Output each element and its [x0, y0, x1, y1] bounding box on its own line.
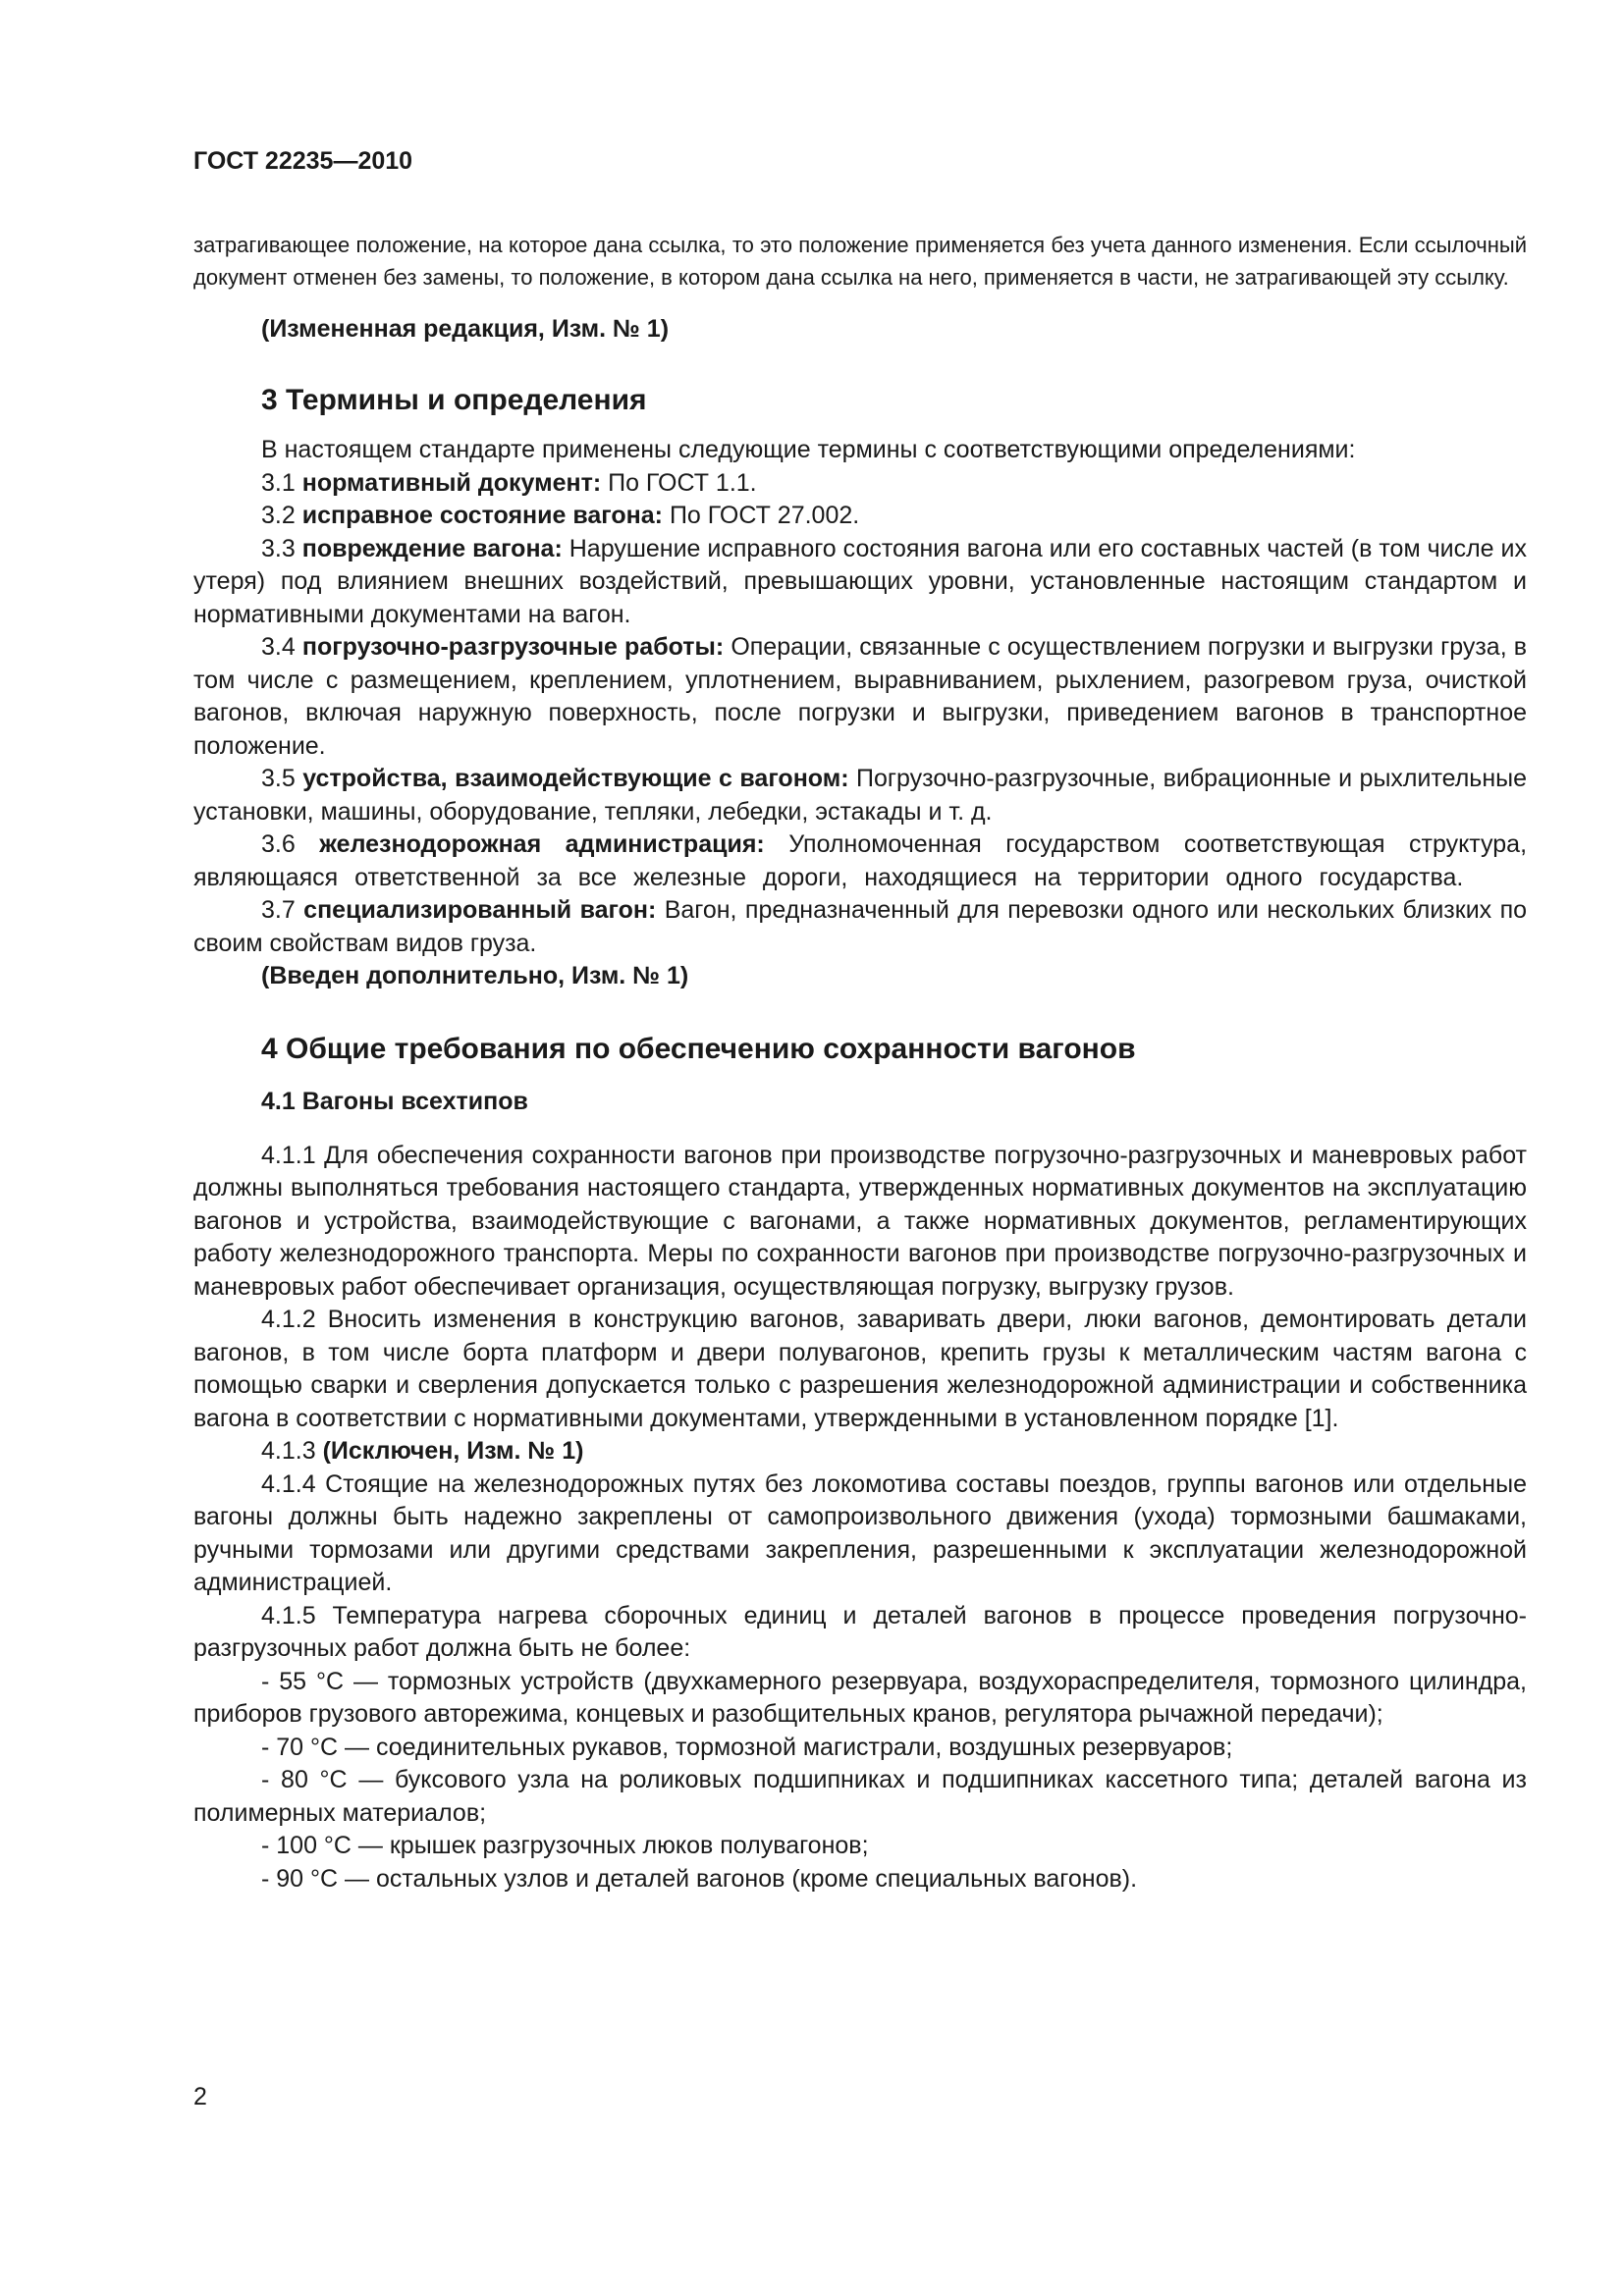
temperature-list-item: - 80 °С — буксового узла на роликовых подшипниках и подшипниках кассетного типа; деталей вагона из полимерных материалов; [193, 1766, 1527, 1827]
temperature-list-item: - 90 °С — остальных узлов и деталей вагонов (кроме специальных вагонов). [261, 1864, 1138, 1893]
section-4-title: 4 Общие требования по обеспечению сохранности вагонов [261, 1032, 1136, 1065]
section-3-title: 3 Термины и определения [261, 384, 647, 416]
paragraph-4-1-3: 4.1.3 (Исключен, Изм. № 1) [261, 1437, 584, 1465]
term-3-6: 3.6 железнодорожная администрация: Уполномоченная государством соответствующая структура, являющаяся ответственной за все железные дороги, находящиеся на территории одного государства. [193, 830, 1528, 891]
paragraph-4-1-5: 4.1.5 Температура нагрева сборочных единиц и деталей вагонов в процессе проведения погрузочно-разгрузочных работ должна быть не более: [193, 1601, 1527, 1662]
term-3-3: 3.3 повреждение вагона: Нарушение исправного состояния вагона или его составных частей (в том числе их утеря) под влиянием внешних воздействий, превышающих уровни, установленные настоящим стандартом и нормативными документами на вагон. [193, 534, 1527, 628]
term-3-7: 3.7 специализированный вагон: Вагон, предназначенный для перевозки одного или нескольких близких по своим свойствам видов груза. [193, 896, 1528, 957]
intro-amendment-note: (Измененная редакция, Изм. № 1) [261, 314, 670, 343]
paragraph-4-1-2: 4.1.2 Вносить изменения в конструкцию вагонов, заваривать двери, люки вагонов, демонтировать детали вагонов, в том числе борта платформ и двери полувагонов, крепить грузы к металлическим частям вагона с помощью сварки и сверления допускается только с разрешения железнодорожной администрации и собственника вагона в соответствии с нормативными документами, утвержденными в установленном порядке [1]. [193, 1306, 1527, 1432]
term-3-2: 3.2 исправное состояние вагона: По ГОСТ 27.002. [261, 502, 860, 529]
term-3-4: 3.4 погрузочно-разгрузочные работы: Операции, связанные с осуществлением погрузки и выгрузки груза, в том числе с размещением, креплением, уплотнением, выравниванием, рыхлением, разогревом груза, очисткой вагонов, включая наружную поверхность, после погрузки и выгрузки, приведением вагонов в транспортное положение. [193, 633, 1528, 760]
paragraph-4-1-1: 4.1.1 Для обеспечения сохранности вагонов при производстве погрузочно-разгрузочных и маневровых работ должны выполняться требования настоящего стандарта, утвержденных нормативных документов на эксплуатацию вагонов и устройства, взаимодействующие с вагонами, а также нормативных документов, регламентирующих работу железнодорожного транспорта. Меры по сохранности вагонов при производстве погрузочно-разгрузочных и маневровых работ обеспечивает организация, осуществляющая погрузку, выгрузку грузов. [193, 1141, 1527, 1301]
section-3-amendment-note: (Введен дополнительно, Изм. № 1) [261, 962, 689, 989]
intro-fragment: затрагивающее положение, на которое дана ссылка, то это положение применяется без учета данного изменения. Если ссылочный документ отменен без замены, то положение, в котором дана ссылка на него, применяется в части, не затрагивающей эту ссылку. [193, 232, 1527, 290]
temperature-list-item: - 55 °С — тормозных устройств (двухкамерного резервуара, воздухораспределителя, тормозного цилиндра, приборов грузового авторежима, концевых и разобщительных кранов, регулятора рычажной передачи); [193, 1667, 1527, 1728]
temperature-list-item: - 70 °С — соединительных рукавов, тормозной магистрали, воздушных резервуаров; [261, 1733, 1233, 1761]
document-page [193, 145, 1527, 1896]
term-3-5: 3.5 устройства, взаимодействующие с вагоном: Погрузочно-разгрузочные, вибрационные и рыхлительные установки, машины, оборудование, тепляки, лебедки, эстакады и т. д. [193, 765, 1528, 826]
term-3-1: 3.1 нормативный документ: По ГОСТ 1.1. [261, 468, 757, 497]
temperature-list-item: - 100 °С — крышек разгрузочных люков полувагонов; [261, 1832, 869, 1859]
page-number: 2 [193, 2083, 207, 2110]
section-3-intro: В настоящем стандарте применены следующие термины с соответствующими определениями: [261, 436, 1356, 463]
document-header: ГОСТ 22235—2010 [193, 147, 413, 175]
paragraph-4-1-4: 4.1.4 Стоящие на железнодорожных путях без локомотива составы поездов, группы вагонов или отдельные вагоны должны быть надежно закреплены от самопроизвольного движения (ухода) тормозными башмаками, ручными тормозами или другими средствами закрепления, разрешенными к эксплуатации железнодорожной администрацией. [193, 1469, 1527, 1596]
subsection-4-1-title: 4.1 Вагоны всехтипов [261, 1087, 528, 1115]
